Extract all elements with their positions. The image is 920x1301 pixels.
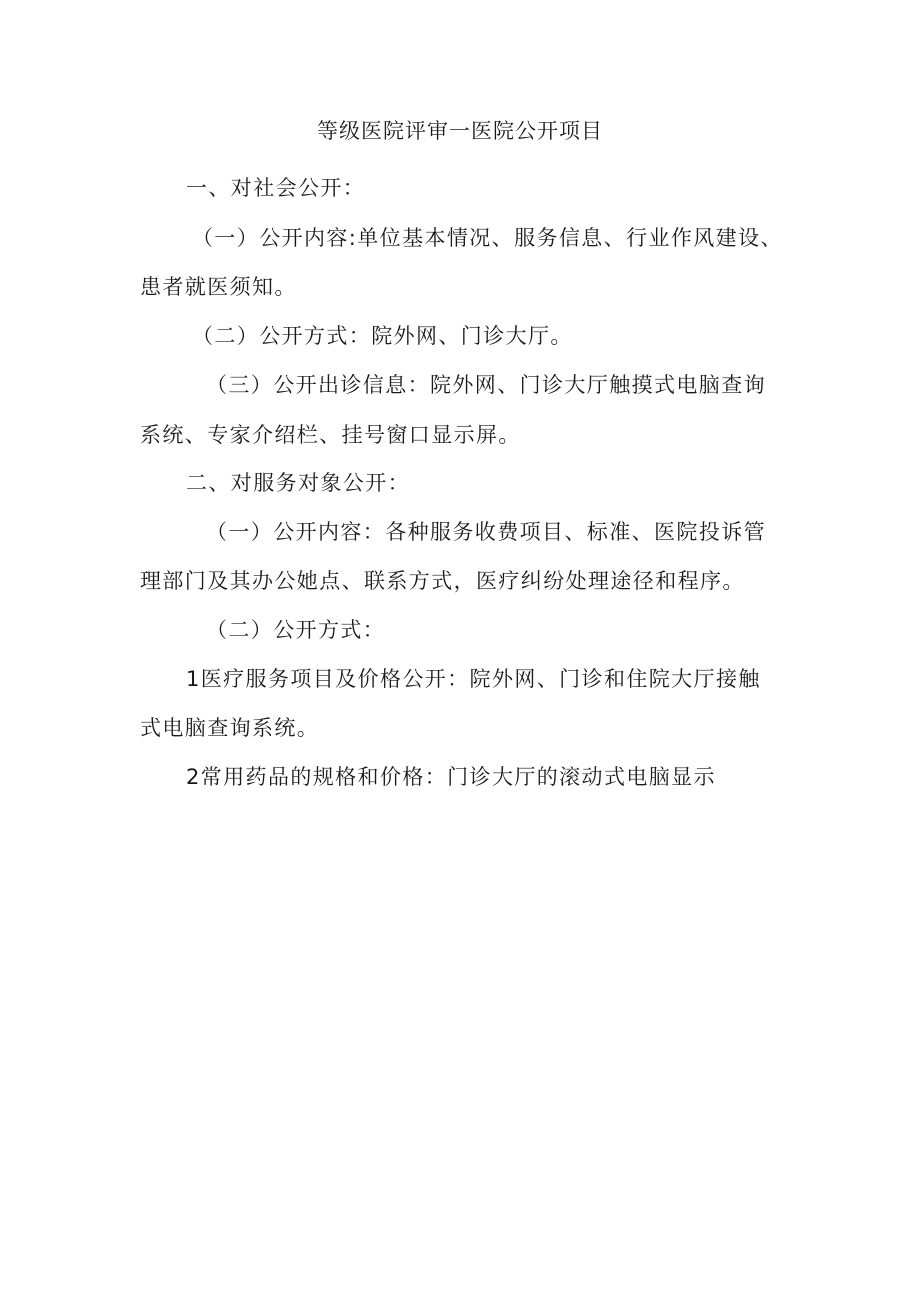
paragraph-line: （三）公开出诊信息：院外网、门诊大厅触摸式电脑查询 [206,373,766,397]
paragraph-line: 式电脑查询系统。 [140,716,320,740]
paragraph-line: 患者就医须知。 [140,275,297,299]
paragraph-line: 理部门及其办公她点、联系方式，医疗纠纷处理途径和程序。 [140,569,745,593]
paragraph-line: （二）公开方式： [206,618,386,642]
paragraph-line: （一）公开内容：各种服务收费项目、标准、医院投诉管 [206,520,766,544]
section-heading-patients: 二、对服务对象公开： [186,471,410,495]
paragraph-line: 系统、专家介绍栏、挂号窗口显示屏。 [140,423,521,447]
paragraph-line: 2常用药品的规格和价格：门诊大厅的滚动式电脑显示 [186,765,716,789]
paragraph-line: 1医疗服务项目及价格公开：院外网、门诊和住院大厅接触 [186,667,761,691]
section-heading-public: 一、对社会公开： [186,176,366,200]
paragraph-line: （一）公开内容:单位基本情况、服务信息、行业作风建设、 [192,226,783,250]
paragraph-line: （二）公开方式：院外网、门诊大厅。 [192,324,573,348]
document-title: 等级医院评审一医院公开项目 [317,119,603,143]
